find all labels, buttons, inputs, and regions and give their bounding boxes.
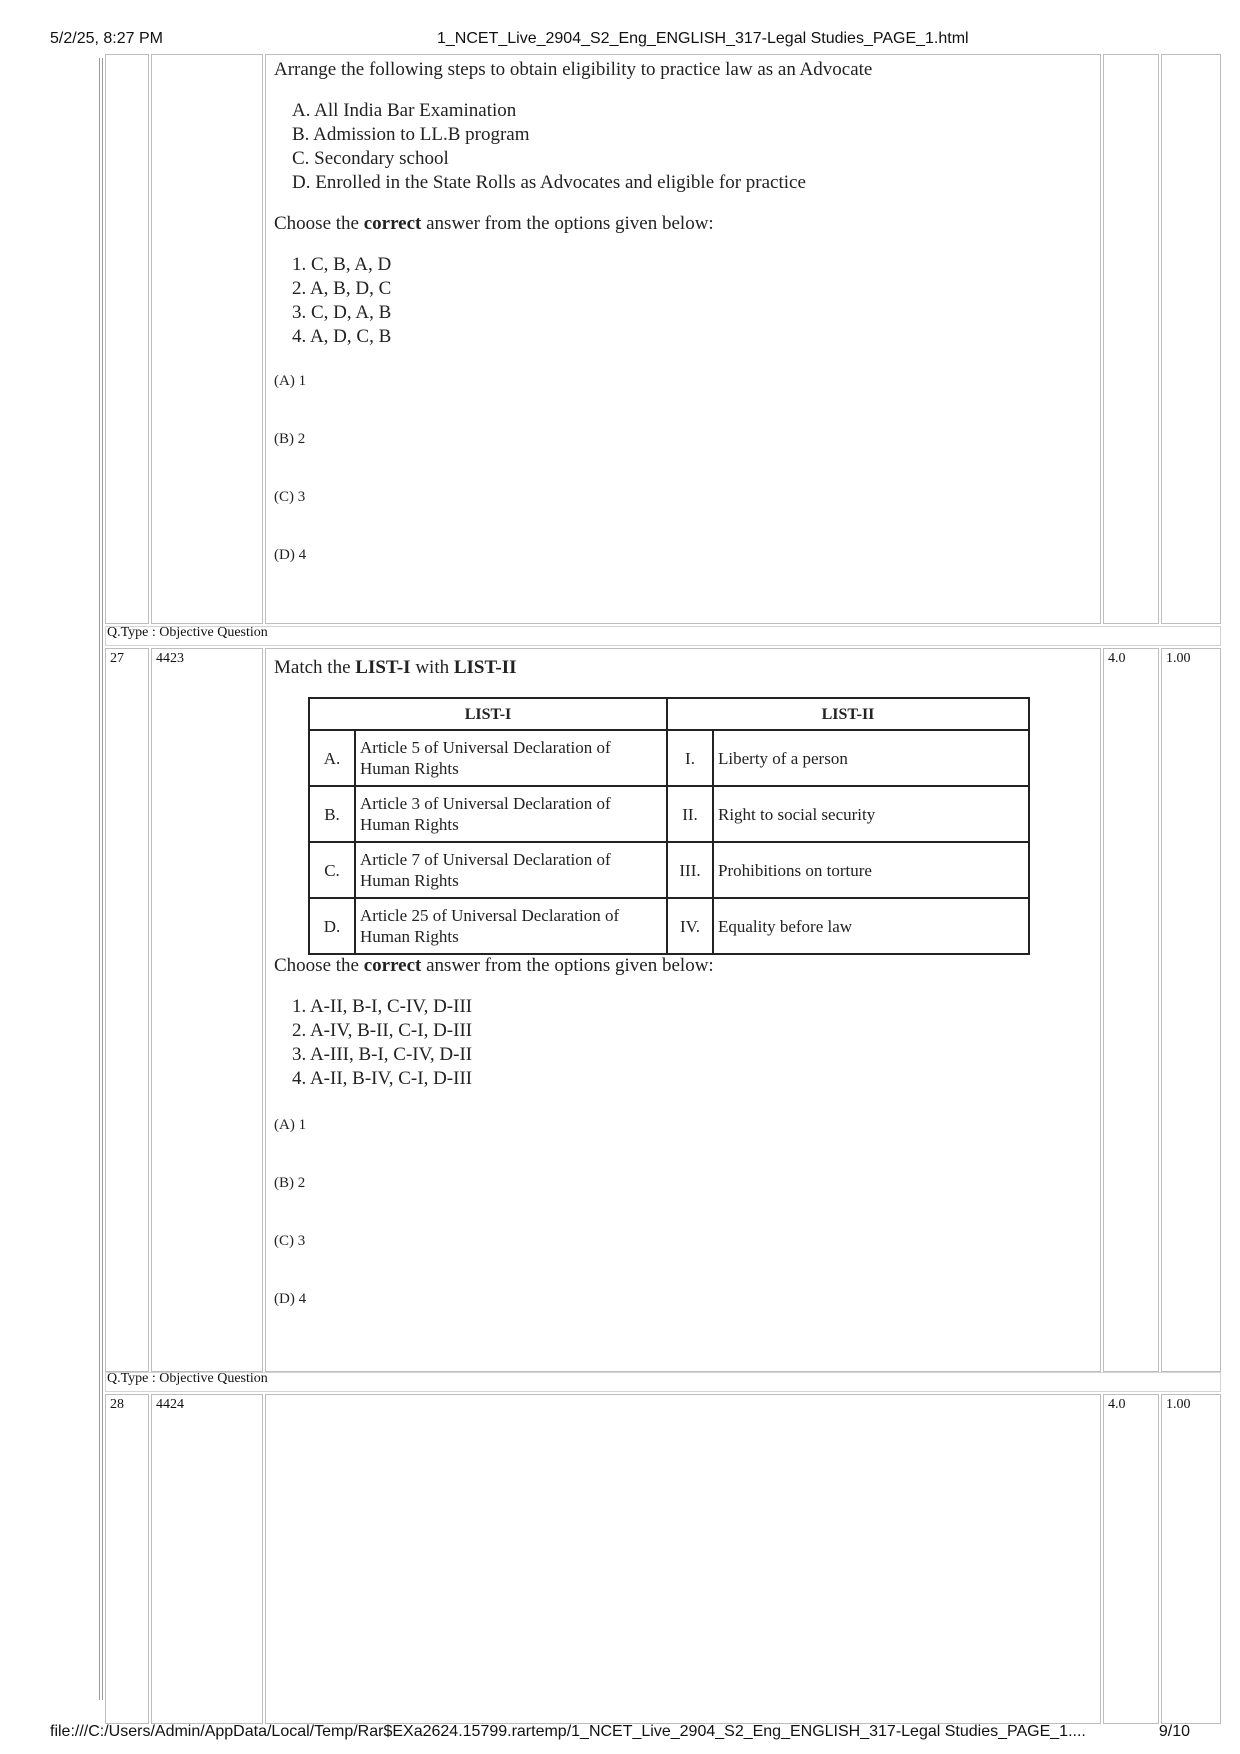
q26-statement: A. All India Bar Examination xyxy=(292,100,517,121)
qtype-label: Q.Type : Objective Question xyxy=(107,625,268,640)
q28-body-cell xyxy=(265,1394,1101,1724)
q28-marks-cell xyxy=(1103,1394,1159,1724)
q28-number-cell xyxy=(105,1394,149,1724)
q28-marks: 4.0 xyxy=(1108,1397,1126,1412)
q27-number-cell xyxy=(105,648,149,1372)
list1-label: B. xyxy=(309,786,355,842)
q26-answer-c: (C) 3 xyxy=(274,489,306,505)
instruction-emphasis: correct xyxy=(363,955,422,976)
q27-negative-cell xyxy=(1161,648,1221,1372)
q27-answer-d: (D) 4 xyxy=(274,1291,307,1307)
instruction-text: answer from the options given below: xyxy=(421,955,714,976)
q26-statement: C. Secondary school xyxy=(292,148,449,169)
list1-item: Article 5 of Universal Declaration of Human Rights xyxy=(355,730,667,786)
q27-negative: 1.00 xyxy=(1166,651,1191,666)
q27-option: 3. A-III, B-I, C-IV, D-II xyxy=(292,1044,473,1065)
q27-options xyxy=(292,995,472,1091)
list1-item: Article 3 of Universal Declaration of Human Rights xyxy=(355,786,667,842)
instruction-emphasis: correct xyxy=(363,213,422,234)
q26-instruction xyxy=(274,213,714,235)
q26-body-cell xyxy=(265,54,1101,624)
q27-option: 1. A-II, B-I, C-IV, D-III xyxy=(292,996,473,1017)
q26-option: 3. C, D, A, B xyxy=(292,302,392,323)
q27-instruction xyxy=(274,955,714,977)
q27-option: 4. A-II, B-IV, C-I, D-III xyxy=(292,1068,473,1089)
list1-label: A. xyxy=(309,730,355,786)
instruction-text: Choose the xyxy=(274,213,364,234)
q27-stem xyxy=(274,657,517,679)
q27-marks-cell xyxy=(1103,648,1159,1372)
q28-id-cell xyxy=(151,1394,263,1724)
q28-number: 28 xyxy=(110,1397,124,1412)
question-table xyxy=(99,58,1191,1700)
list1-label: C. xyxy=(309,842,355,898)
q27-number: 27 xyxy=(110,651,124,666)
q27-answer-c: (C) 3 xyxy=(274,1233,306,1249)
q26-marks-cell xyxy=(1103,54,1159,624)
instruction-text: Choose the xyxy=(274,955,364,976)
stem-emphasis: LIST-II xyxy=(453,657,517,678)
list2-label: I. xyxy=(667,730,713,786)
q27-option: 2. A-IV, B-II, C-I, D-III xyxy=(292,1020,473,1041)
q26-answer-d: (D) 4 xyxy=(274,547,307,563)
q27-id-cell xyxy=(151,648,263,1372)
match-row xyxy=(309,730,1029,786)
q26-statement: B. Admission to LL.B program xyxy=(292,124,530,145)
q27-marks: 4.0 xyxy=(1108,651,1126,666)
list2-item: Prohibitions on torture xyxy=(713,842,1029,898)
list2-label: II. xyxy=(667,786,713,842)
q26-options xyxy=(292,253,391,349)
qtype-row xyxy=(105,1372,1221,1392)
qtype-row xyxy=(105,626,1221,646)
q27-answer-b: (B) 2 xyxy=(274,1175,306,1191)
print-page-number: 9/10 xyxy=(1158,1723,1190,1740)
q26-answer-a: (A) 1 xyxy=(274,373,307,389)
list2-label: III. xyxy=(667,842,713,898)
list2-label: IV. xyxy=(667,898,713,954)
q26-stem: Arrange the following steps to obtain eligibility to practice law as an Advocate xyxy=(274,59,873,80)
q28-id: 4424 xyxy=(156,1397,184,1412)
print-datetime: 5/2/25, 8:27 PM xyxy=(50,30,163,47)
list2-header: LIST-II xyxy=(667,698,1029,730)
q26-option: 2. A, B, D, C xyxy=(292,278,392,299)
q26-option: 1. C, B, A, D xyxy=(292,254,392,275)
list2-item: Equality before law xyxy=(713,898,1029,954)
outer-border-line xyxy=(102,58,103,1700)
q26-statements xyxy=(292,99,806,195)
list1-label: D. xyxy=(309,898,355,954)
q28-negative-cell xyxy=(1161,1394,1221,1724)
print-title: 1_NCET_Live_2904_S2_Eng_ENGLISH_317-Legal Studies_PAGE_1.html xyxy=(437,30,969,47)
q26-negative-cell xyxy=(1161,54,1221,624)
list1-header: LIST-I xyxy=(309,698,667,730)
outer-border-line xyxy=(99,58,100,1700)
q26-number-cell xyxy=(105,54,149,624)
q28-negative: 1.00 xyxy=(1166,1397,1191,1412)
list1-item: Article 7 of Universal Declaration of Human Rights xyxy=(355,842,667,898)
print-file-path: file:///C:/Users/Admin/AppData/Local/Temp/Rar$EXa2624.15799.rartemp/1_NCET_Live_2904_S2_Eng_ENGLISH_317-Legal Studies_PAGE_1.... xyxy=(50,1723,1086,1740)
q27-id: 4423 xyxy=(156,651,184,666)
match-row xyxy=(309,898,1029,954)
stem-text: Match the xyxy=(274,657,356,678)
match-row xyxy=(309,842,1029,898)
list1-item: Article 25 of Universal Declaration of Human Rights xyxy=(355,898,667,954)
q26-option: 4. A, D, C, B xyxy=(292,326,392,347)
match-row xyxy=(309,786,1029,842)
stem-emphasis: LIST-I xyxy=(355,657,411,678)
qtype-label: Q.Type : Objective Question xyxy=(107,1371,268,1386)
q26-answer-b: (B) 2 xyxy=(274,431,306,447)
q26-id-cell xyxy=(151,54,263,624)
q27-answer-a: (A) 1 xyxy=(274,1117,307,1133)
match-table xyxy=(308,697,1030,955)
q26-statement: D. Enrolled in the State Rolls as Advocates and eligible for practice xyxy=(292,172,806,193)
list2-item: Right to social security xyxy=(713,786,1029,842)
q27-body-cell xyxy=(265,648,1101,1372)
stem-text: with xyxy=(410,657,454,678)
list2-item: Liberty of a person xyxy=(713,730,1029,786)
instruction-text: answer from the options given below: xyxy=(421,213,714,234)
